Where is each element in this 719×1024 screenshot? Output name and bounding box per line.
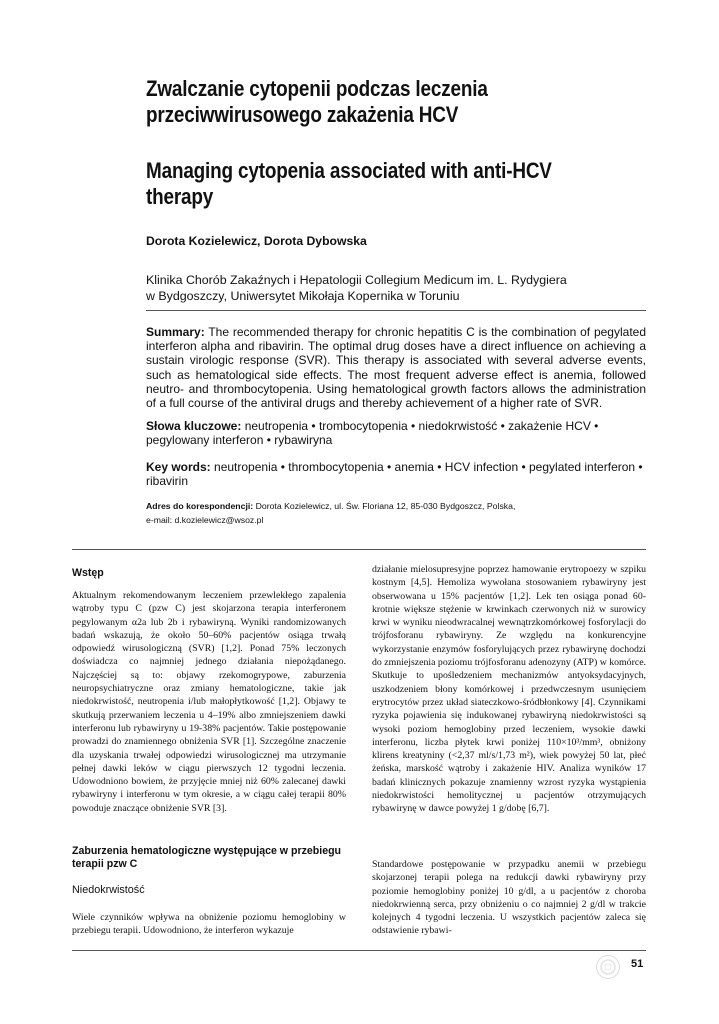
summary-text: The recommended therapy for chronic hepatitis C is the combination of pegylated interferon alpha and ribavirin. The optimal drug doses have a direct influence on achieving a sustain virologic response (SVR). This therapy is associated with several adverse events, such as hematological side effects. The most frequent adverse effect is anemia, followed neutro- and thrombocytopenia. Using hematological growth factors allows the administration of a full course of the antiviral drugs and thereby achievement of a higher rate of SVR. bbox=[146, 325, 647, 411]
keywords-polish-text: neutropenia • trombocytopenia • niedokrwistość • zakażenie HCV • pegylowany interferon • rybawiryna bbox=[146, 419, 599, 448]
anemia-text: Wiele czynników wpływa na obniżenie poziomu hemoglobiny w przebiegu terapii. Udowodniono, że interferon wykazuje bbox=[72, 912, 346, 937]
authors: Dorota Kozielewicz, Dorota Dybowska bbox=[146, 234, 367, 248]
title-polish bbox=[146, 76, 488, 128]
title-polish-line-2: przeciwwirusowego zakażenia HCV bbox=[146, 102, 459, 127]
title-english-line-2: therapy bbox=[146, 184, 214, 209]
right-text-2: Standardowe postępowanie w przypadku anemii w przebiegu skojarzonej terapii polega na redukcji dawki rybawiryny przy poziomie hemoglobiny poniżej 10 g/dl, a u pacjentów z choroba niedokrwienną serca, przy obniżeniu o co najmniej 2 g/dl w trakcie kolejnych 4 tygodni leczenia. U wszystkich pacjentów zaleca się odstawienie rybawi- bbox=[372, 859, 646, 937]
keywords-english bbox=[146, 460, 646, 488]
journal-logo-icon bbox=[596, 955, 620, 979]
correspondence bbox=[146, 500, 646, 527]
correspondence-label: Adres do korespondencji: bbox=[146, 501, 254, 511]
header-divider bbox=[146, 310, 646, 311]
subheading-anemia: Niedokrwistość bbox=[72, 884, 145, 896]
anemia-paragraph bbox=[72, 911, 346, 938]
correspondence-email: e-mail: d.kozielewicz@wsoz.pl bbox=[146, 514, 264, 525]
keywords-polish bbox=[146, 419, 646, 447]
intro-paragraph bbox=[72, 589, 346, 815]
title-english bbox=[146, 158, 552, 210]
title-english-line-1: Managing cytopenia associated with anti-HCV bbox=[146, 158, 552, 183]
section-heading-hematologic: Zaburzenia hematologiczne występujące w przebiegu terapii pzw C bbox=[72, 845, 342, 870]
keywords-polish-label: Słowa kluczowe: bbox=[146, 419, 242, 433]
summary-label: Summary: bbox=[146, 325, 205, 339]
affiliation bbox=[146, 273, 567, 304]
abstract-divider bbox=[72, 549, 646, 550]
page-number: 51 bbox=[631, 958, 644, 970]
footer-divider bbox=[72, 950, 646, 951]
right-paragraph-1 bbox=[372, 563, 646, 816]
section-heading-intro: Wstęp bbox=[72, 567, 104, 579]
right-text-1: działanie mielosupresyjne poprzez hamowanie erytropoezy w szpiku kostnym [4,5]. Hemoliza wywołana stosowaniem rybawiryny jest obserwowana u 15% pacjentów [1,2]. Lek ten osiąga ponad 60-krotnie większe stężenie w krwinkach czerwonych niż w surowicy krwi w wyniku nieodwracalnej wewnątrzkomórkowej fosforylacji do trójfosforanu rybawiryny. Ze względu na konkurencyjne wykorzystanie enzymów fosforylujących przez rybawirynę dochodzi do zmniejszenia poziomu trójfosforanu adenozyny (ATP) w komórce. Skutkuje to upośledzeniem mechanizmów antyoksydacyjnych, uszkodzeniem błony komórkowej i przedwczesnym usunięciem erytrocytów przez układ siateczkowo-śródbłonkowy [4]. Czynnikami ryzyka pojawienia się indukowanej rybawiryną niedokrwistości są wysoki poziom hemoglobiny przed leczeniem, wysokie dawki interferonu, liczba płytek krwi poniżej 110×10³/mm³, obniżony klirens kreatyniny (<2,37 ml/s/1,73 m²), wiek powyżej 50 lat, płeć żeńska, marskość wątroby i zakażenie HIV. Analiza wyników 17 badań klinicznych pokazuje znamienny wzrost ryzyka wystąpienia niedokrwistości hemolitycznej u pacjentów otrzymujących rybawirynę w dawce powyżej 1 g/dobę [6,7]. bbox=[372, 564, 646, 815]
affiliation-line-2: w Bydgoszczy, Uniwersytet Mikołaja Kopernika w Toruniu bbox=[146, 288, 460, 303]
keywords-english-text: neutropenia • thrombocytopenia • anemia • HCV infection • pegylated interferon • ribavirin bbox=[146, 460, 643, 489]
summary bbox=[146, 325, 646, 410]
right-paragraph-2 bbox=[372, 858, 646, 938]
title-polish-line-1: Zwalczanie cytopenii podczas leczenia bbox=[146, 76, 488, 101]
intro-text: Aktualnym rekomendowanym leczeniem przewlekłego zapalenia wątroby typu C (pzw C) jest skojarzona terapia interferonem pegylowanym α2a lub 2b i rybawiryną. Wyniki randomizowanych badań wskazują, że około 50–60% pacjentów osiąga trwałą odpowiedź wirusologiczną (SVR) [1,2]. Ponad 75% leczonych doświadcza co najmniej jednego działania niepożądanego. Najczęściej są to: objawy rzekomogrypowe, zaburzenia neuropsychiatryczne oraz zmiany hematologiczne, takie jak niedokrwistość, neutropenia i/lub małopłytkowość [1,2]. Objawy te skutkują przerwaniem leczenia u 4–19% albo zmniejszeniem dawki interferonu lub rybawiryny u 19-38% pacjentów. Takie postępowanie prowadzi do znamiennego obniżenia SVR [1]. Szczególne znaczenie dla uzyskania trwałej odpowiedzi wirusologicznej ma utrzymanie pełnej dawki leków w ciągu pierwszych 12 tygodni leczenia. Udowodniono bowiem, że przyjęcie mniej niż 60% zalecanej dawki rybawiryny i interferonu w tym okresie, a w ciągu całej terapii 80% powoduje znaczące obniżenie SVR [3]. bbox=[72, 590, 346, 814]
affiliation-line-1: Klinika Chorób Zakaźnych i Hepatologii Collegium Medicum im. L. Rydygiera bbox=[146, 273, 567, 287]
keywords-english-label: Key words: bbox=[146, 460, 211, 474]
correspondence-address: Dorota Kozielewicz, ul. Św. Floriana 12, 85-030 Bydgoszcz, Polska, bbox=[255, 501, 516, 511]
